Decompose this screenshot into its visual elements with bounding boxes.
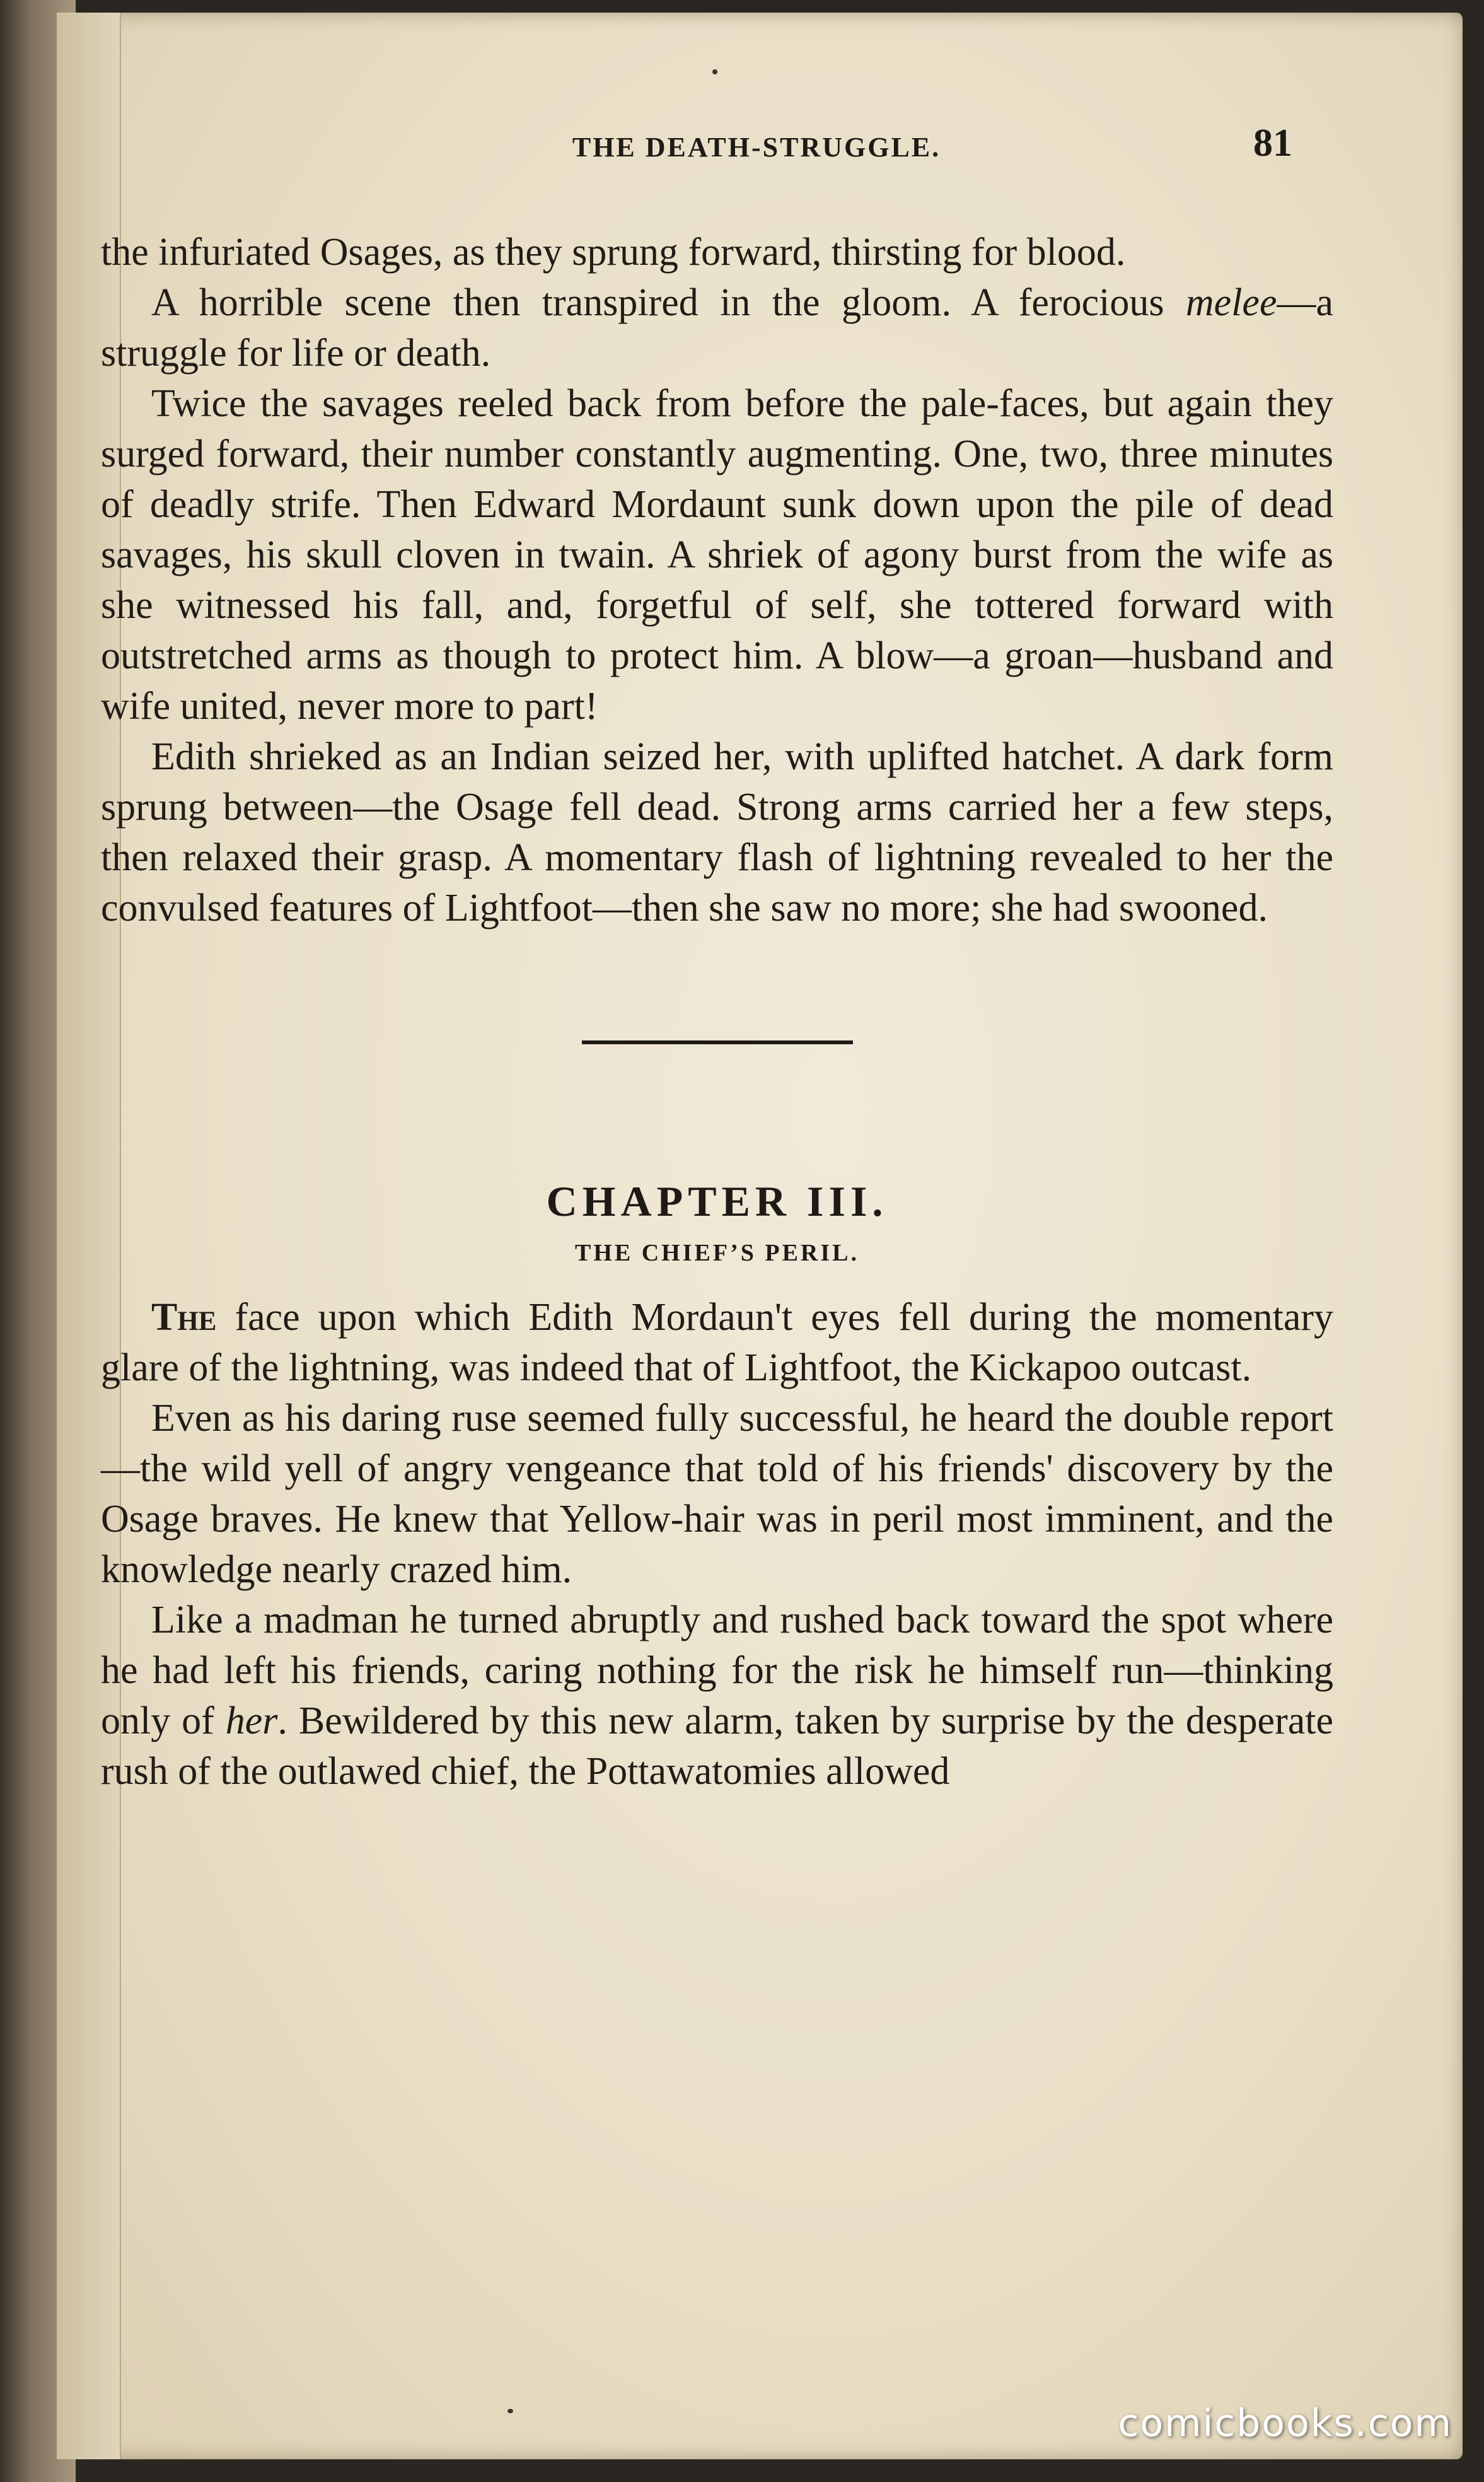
italic-word: her xyxy=(225,1699,278,1742)
paper-speck xyxy=(507,2409,513,2413)
body-text xyxy=(101,227,1333,1797)
text-run: . Bewildered by this new alarm, taken by surprise by the desperate rush of the outlawed chief, the Pottawatomies allowed xyxy=(101,1699,1333,1793)
lead-word: The xyxy=(151,1296,217,1339)
page-number: 81 xyxy=(1253,122,1292,165)
chapter-title: CHAPTER III. xyxy=(546,1177,888,1225)
paragraph: Even as his daring ruse seemed fully successful, he heard the double report—the wild yell of angry vengeance that told of his friends' discovery by the Osage braves. He knew that Yellow-hair was in peril most imminent, and the knowledge nearly crazed him. xyxy=(101,1397,1333,1591)
paragraph xyxy=(101,277,1333,378)
book-page xyxy=(57,13,1463,2459)
text-run: face upon which Edith Mordaun't eyes fell during the momentary glare of the lightning, was indeed that of Lightfoot, the Kickapoo outcast. xyxy=(101,1296,1333,1389)
paragraph: Edith shrieked as an Indian seized her, with uplifted hatchet. A dark form sprung between—the Osage fell dead. Strong arms carried her a few steps, then relaxed their grasp. A momentary flash of lightning revealed to her the convulsed features of Lightfoot—then she saw no more; she had swooned. xyxy=(101,735,1333,929)
paragraph xyxy=(101,1292,1333,1393)
paper-speck xyxy=(712,69,717,74)
text-run: —a struggle for life or death. xyxy=(101,281,1333,375)
watermark-logo: comicbooks.com xyxy=(1118,2401,1452,2445)
text-run: A horrible scene then transpired in the gloom. A ferocious xyxy=(151,281,1186,324)
section-divider xyxy=(582,1040,853,1044)
paragraph xyxy=(101,1595,1333,1797)
chapter-subtitle: THE CHIEF’S PERIL. xyxy=(574,1240,860,1266)
paragraph: Twice the savages reeled back from before the pale-faces, but again they surged forward, their number constantly augmenting. One, two, three minutes of deadly strife. Then Edward Mordaunt sunk down upon the pile of dead savages, his skull cloven in twain. A shriek of agony burst from the wife as she witnessed his fall, and, forgetful of self, she tottered forward with outstretched arms as though to protect him. A blow—a groan—husband and wife united, never more to part! xyxy=(101,382,1333,728)
paragraph: the infuriated Osages, as they sprung forward, thirsting for blood. xyxy=(101,231,1126,274)
text-run: Like a madman he turned abruptly and rushed back toward the spot where he had left his friends, caring nothing for the risk he himself run—thinking only of xyxy=(101,1599,1333,1742)
running-head: THE DEATH-STRUGGLE. xyxy=(572,132,941,163)
italic-word: melee xyxy=(1185,281,1277,324)
